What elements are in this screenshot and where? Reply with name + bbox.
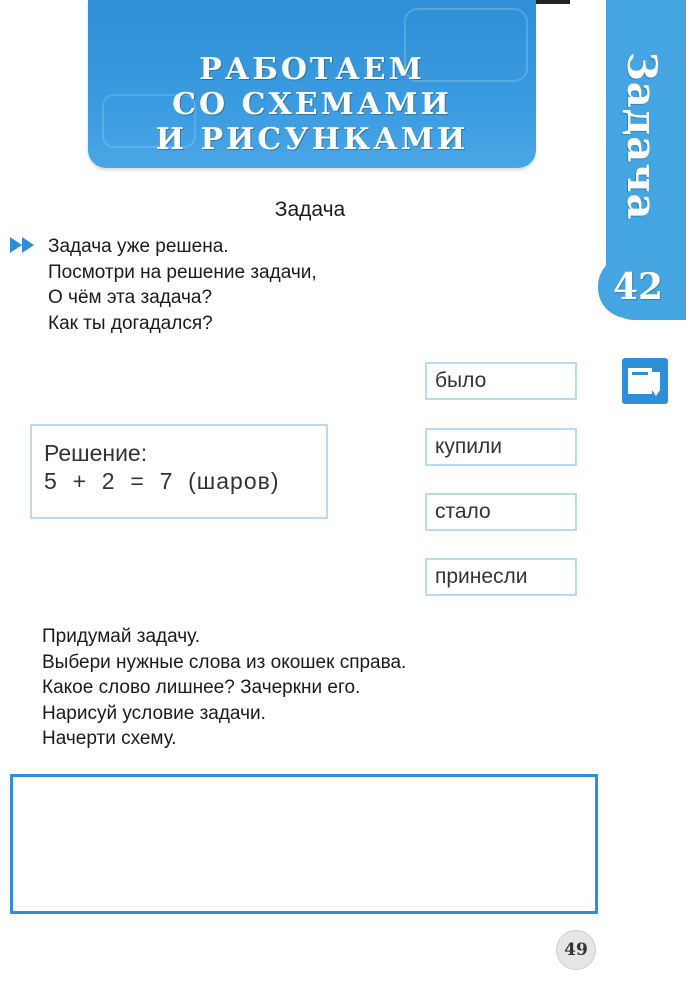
solution-expression: 5 + 2 = 7 (шаров) [44,468,280,494]
title-line-1: РАБОТАЕМ [199,52,425,87]
side-tab-label: Задача [618,52,665,221]
drawing-area[interactable] [10,774,598,914]
intro-line: Задача уже решена. [48,236,229,257]
title-line-2: СО СХЕМАМИ [172,87,452,122]
header-banner [88,0,536,168]
intro-text [48,234,317,336]
intro-line: Посмотри на решение задачи, [48,261,317,283]
solution-box [30,424,328,519]
title-line-3: И РИСУНКАМИ [155,122,469,157]
lesson-number-badge: 42 [598,256,678,318]
section-title: Задача [274,198,346,221]
intro-line: О чём эта задача? [48,287,213,308]
task-line: Выбери нужные слова из окошек справа. [42,651,407,673]
word-choice-box[interactable]: купили [425,428,577,466]
task-instructions [42,624,406,752]
task-line: Нарисуй условие задачи. [42,702,266,724]
intro-line: Как ты догадался? [48,312,213,334]
double-arrow-icon [10,237,36,253]
task-line: Начерти схему. [42,728,177,749]
task-line: Придумай задачу. [42,626,201,647]
task-line: Какое слово лишнее? Зачеркни его. [42,677,361,698]
word-choice-box[interactable]: принесли [425,558,577,596]
page-number: 49 [556,930,596,970]
word-choice-box[interactable]: стало [425,493,577,531]
pencil-icon [622,358,668,404]
word-choice-box[interactable]: было [425,362,577,400]
solution-label: Решение: [44,440,148,466]
page-title [88,52,536,157]
